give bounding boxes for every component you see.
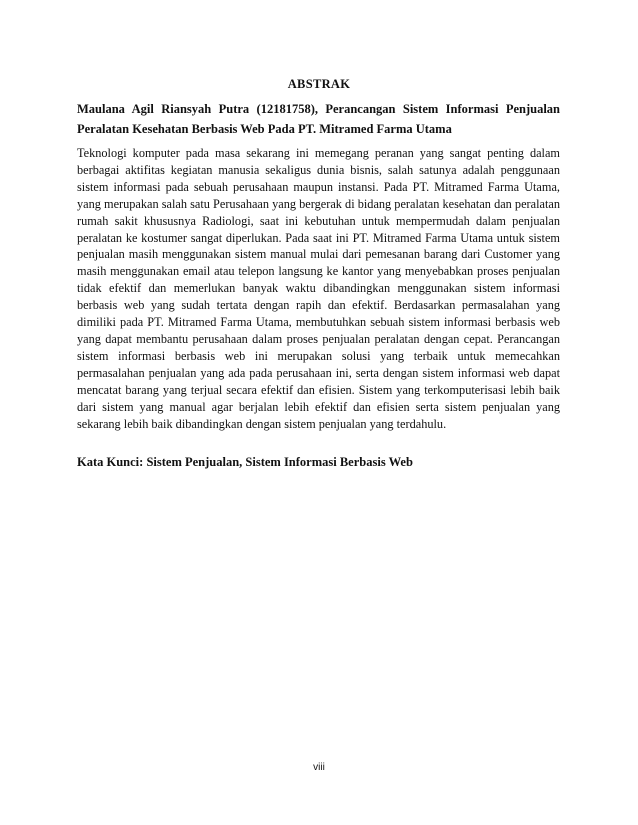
author-citation: Maulana Agil Riansyah Putra (12181758), Perancangan Sistem Informasi Penjualan Peralatan Kesehatan Berbasis Web Pada PT. Mitramed Farma Utama xyxy=(77,102,560,136)
abstract-paragraph: Teknologi komputer pada masa sekarang ini memegang peranan yang sangat penting dalam berbagai aktifitas kegiatan manusia sekaligus dunia bisnis, salah satunya adalah penggunaan sistem informasi pada sebuah perusahaan maupun instansi. Pada PT. Mitramed Farma Utama, yang merupakan salah satu Perusahaan yang bergerak di bidang peralatan kesehatan dan peralatan rumah sakit khususnya Radiologi, saat ini kebutuhan untuk mempermudah dalam penjualan peralatan ke kostumer sangat diperlukan. Pada saat ini PT. Mitramed Farma Utama untuk sistem penjualan masih menggunakan sistem manual mulai dari pemesanan barang dari Customer yang masih menggunakan email atau telepon langsung ke kantor yang menyebabkan proses penjualan tidak efektif dan memerlukan banyak waktu dibandingkan menggunakan sistem informasi berbasis web yang sudah tertata dengan rapih dan efektif. Berdasarkan permasalahan yang dimiliki pada PT. Mitramed Farma Utama, membutuhkan sebuah sistem informasi berbasis web yang dapat membantu perusahaan dalam proses penjualan peralatan dengan cepat. Perancangan sistem informasi berbasis web ini merupakan solusi yang terbaik untuk memecahkan permasalahan penjualan yang ada pada perusahaan ini, serta dengan sistem informasi web dapat mencatat barang yang terjual secara efektif dan efisien. Sistem yang terkomputerisasi lebih baik dari sistem yang manual agar berjalan lebih efektif dan efisien serta sistem penjualan yang sekarang lebih baik dibandingkan dengan sistem penjualan yang terdahulu. xyxy=(77,146,560,431)
keywords-line: Kata Kunci: Sistem Penjualan, Sistem Informasi Berbasis Web xyxy=(77,455,413,469)
page-number: viii xyxy=(313,762,325,773)
page-title: ABSTRAK xyxy=(287,77,351,91)
